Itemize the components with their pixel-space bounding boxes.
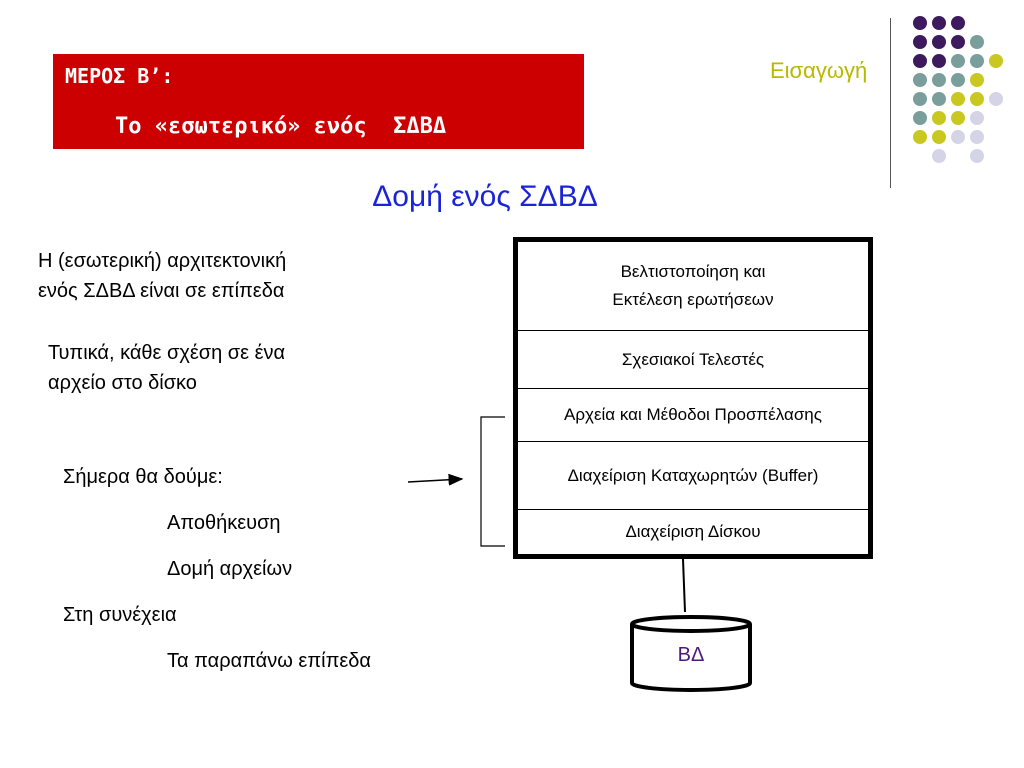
- layer-relational-operators: [518, 330, 868, 388]
- pointer-arrow-icon: [408, 479, 462, 482]
- connector-line: [683, 559, 685, 612]
- layer-label: Διαχείριση Καταχωρητών (Buffer): [567, 465, 819, 485]
- layer-buffer-manager: [518, 441, 868, 509]
- database-label: ΒΔ: [677, 644, 705, 666]
- topic-file-structure: Δομή αρχείων: [167, 558, 293, 580]
- topic-above-levels: Τα παραπάνω επίπεδα: [167, 650, 371, 672]
- layer-bracket-icon: [481, 417, 505, 546]
- today-heading: Σήμερα θα δούμε:: [63, 466, 223, 488]
- layer-label: Διαχείριση Δίσκου: [625, 522, 761, 541]
- dbms-architecture-stack: [513, 237, 873, 559]
- next-heading: Στη συνέχεια: [63, 604, 177, 626]
- layer-label: Σχεσιακοί Τελεστές: [621, 349, 765, 369]
- header-part-label: ΜΕΡΟΣ Β’:: [65, 64, 174, 88]
- text-line: αρχείο στο δίσκο: [48, 372, 197, 394]
- layer-access-methods: [518, 388, 868, 441]
- slide-title: Δομή ενός ΣΔΒΔ: [372, 180, 598, 213]
- header-subtitle: Το «εσωτερικό» ενός ΣΔΒΔ: [115, 114, 447, 139]
- layer-query-optimization: [518, 242, 868, 330]
- text-line: Η (εσωτερική) αρχιτεκτονική: [38, 250, 287, 272]
- section-label: Εισαγωγή: [770, 58, 868, 83]
- layer-label: Εκτέλεση ερωτήσεων: [612, 290, 774, 309]
- text-line: Τυπικά, κάθε σχέση σε ένα: [48, 342, 286, 364]
- text-line: ενός ΣΔΒΔ είναι σε επίπεδα: [38, 280, 285, 302]
- layer-label: Βελτιστοποίηση και: [620, 262, 766, 281]
- layer-label: Αρχεία και Μέθοδοι Προσπέλασης: [564, 405, 822, 424]
- layer-disk-manager: [518, 509, 868, 554]
- topic-storage: Αποθήκευση: [167, 512, 281, 534]
